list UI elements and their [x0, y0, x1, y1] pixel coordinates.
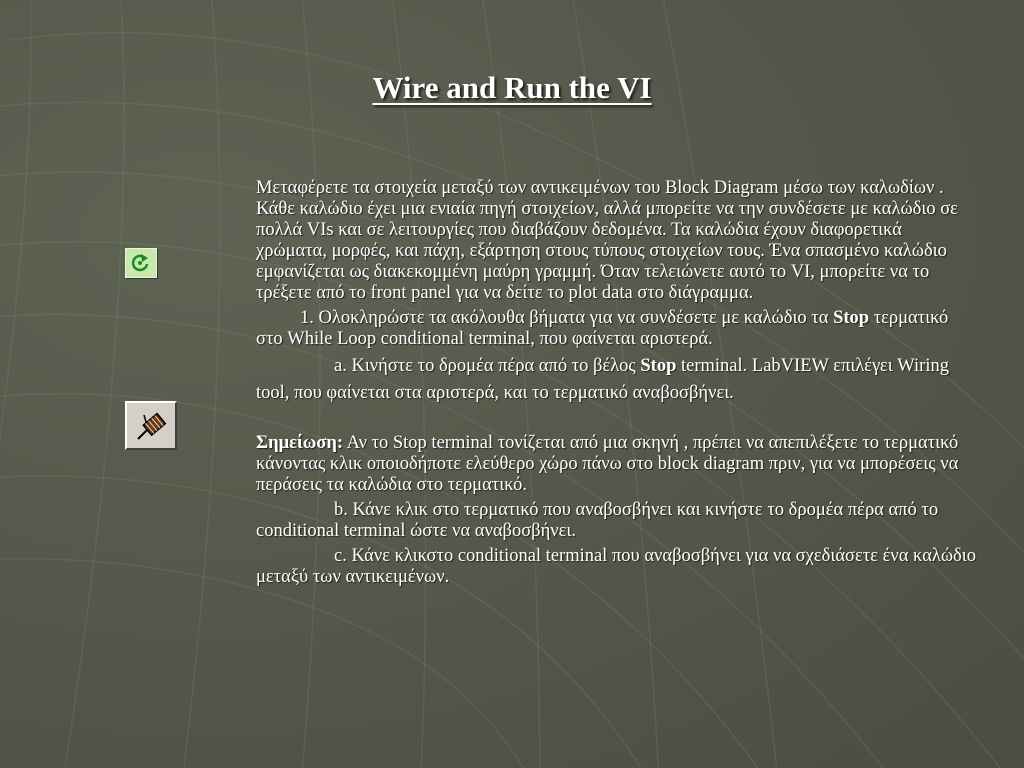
wiring-spool-icon [125, 401, 177, 450]
slide-body [256, 178, 976, 588]
step-1-rest: τερματικό στο While Loop conditional terminal, που φαίνεται αριστερά. [256, 308, 949, 349]
step-a-rest: terminal. LabVIEW επιλέγει Wiring tool, που φαίνεται στα αριστερά, και το τερματικό αναβοσβήνει. [256, 356, 949, 403]
slide-title: Wire and Run the VI [372, 70, 652, 105]
note-paragraph [256, 433, 976, 496]
step-a-paragraph [256, 353, 976, 407]
step-c-paragraph: c. Κάνε κλικστο conditional terminal που αναβοσβήνει για να σχεδιάσετε ένα καλώδιο μεταξύ των αντικειμένων. [256, 546, 976, 587]
step-1-stop-term: Stop [833, 308, 870, 328]
step-b-paragraph: b. Κάνε κλικ στο τερματικό που αναβοσβήνει και κινήστε το δρομέα πέρα από το conditional terminal ώστε να αναβοσβήνει. [256, 500, 939, 541]
note-label: Σημείωση: [256, 433, 343, 453]
step-1-text: 1. Ολοκληρώστε τα ακόλουθα βήματα για να συνδέσετε με καλώδιο τα [300, 308, 834, 328]
step-a-stop-term: Stop [640, 356, 677, 376]
note-text: Αν το Stop terminal τονίζεται από μια σκηνή , πρέπει να απεπιλέξετε το τερματικό κάνοντας κλικ οποιοδήποτε ελεύθερο χώρο πάνω στο block diagram πριν, για να μπορέσεις να περάσεις τα καλώδια στο τερματικό. [256, 433, 959, 495]
wiring-tool-icon [134, 409, 168, 443]
loop-arrow-icon [129, 252, 153, 274]
step-a-text: a. Κινήστε το δρομέα πέρα από το βέλος [334, 356, 641, 376]
step-1-paragraph [256, 308, 976, 350]
loop-condition-icon [125, 248, 157, 278]
intro-paragraph: Μεταφέρετε τα στοιχεία μεταξύ των αντικειμένων του Block Diagram μέσω των καλωδίων . Κάθε καλώδιο έχει μια ενιαία πηγή στοιχείων, αλλά μπορείτε να την συνδέσετε με καλώδιο σε πολλά VIs και σε λειτουργίες που διαβάζουν δεδομένα. Τα καλώδια έχουν διαφορετικά χρώματα, μορφές, και πάχη, εξάρτηση στους τύπους στοιχείων τους. Ένα σπασμένο καλώδιο εμφανίζεται ως διακεκομμένη μαύρη γραμμή. Όταν τελειώνετε αυτό το VI, μπορείτε να το τρέξετε από το front panel για να δείτε το plot data στο διάγραμμα. [256, 178, 958, 303]
